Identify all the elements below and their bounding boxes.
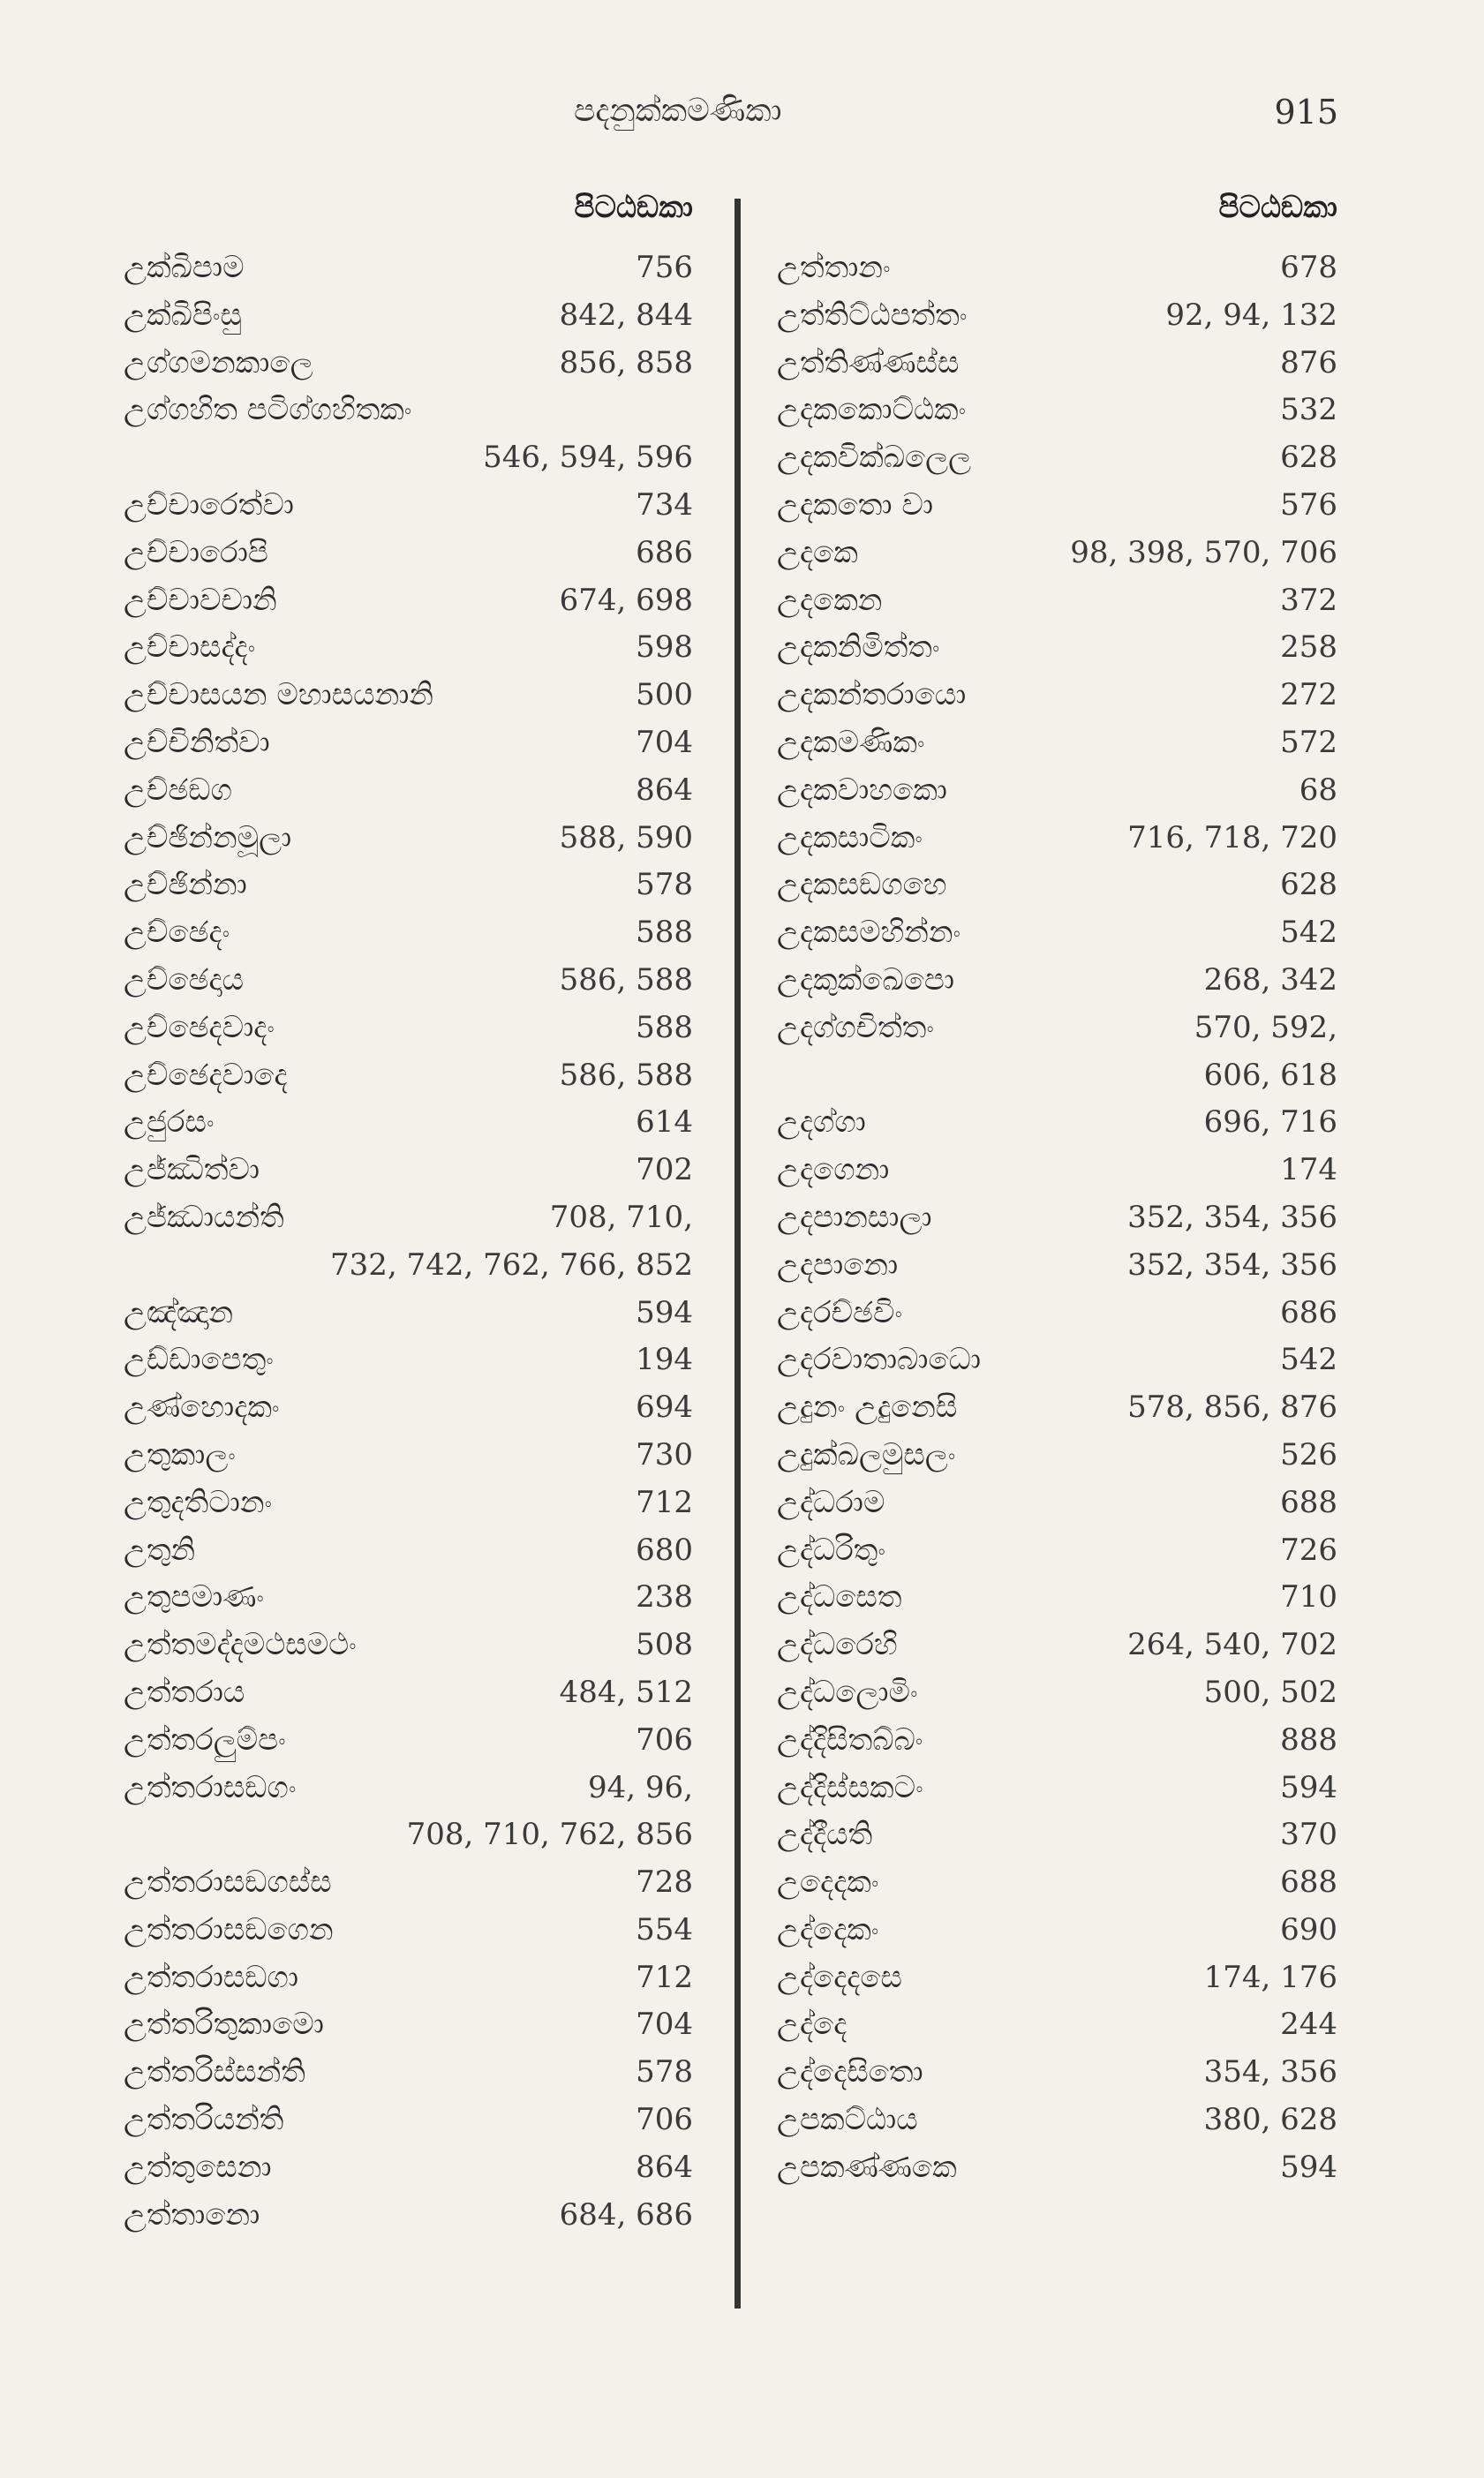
entry-term: උත්තරලුම්පං: [124, 1721, 286, 1758]
index-entry: [777, 1527, 1337, 1575]
entry-term: උත්තරාසඞගා: [124, 1959, 299, 1995]
entry-term: උත්තිට්ඨපත්තං: [777, 297, 968, 333]
index-entry: [124, 2097, 693, 2144]
entry-pages: 92, 94, 132: [1165, 297, 1337, 333]
index-entry: [777, 434, 1337, 482]
index-entry: [124, 1955, 693, 2002]
index-entry: [124, 1765, 693, 1812]
index-entry: [777, 245, 1337, 292]
entry-pages: 546, 594, 596: [483, 440, 693, 476]
entry-pages: 732, 742, 762, 766, 852: [330, 1247, 693, 1283]
entry-pages: 726: [1280, 1532, 1337, 1568]
entry-term: උත්තානො: [124, 2196, 260, 2233]
index-entry: [124, 1052, 693, 1100]
right-entry-list: [777, 245, 1337, 2192]
index-entry: [777, 1907, 1337, 1955]
index-entry: [777, 1384, 1337, 1432]
index-entry: [777, 2001, 1337, 2049]
index-entry: [124, 672, 693, 719]
index-entry: [777, 767, 1337, 815]
index-entry: [777, 1955, 1337, 2002]
index-entry: [777, 719, 1337, 767]
entry-term: උත්තරාසඞගං: [124, 1769, 297, 1805]
index-entry: [124, 387, 693, 434]
entry-pages: 606, 618: [1203, 1057, 1337, 1093]
entry-term: උත්තරියන්ති: [124, 2102, 284, 2138]
index-entry: [124, 2001, 693, 2049]
entry-pages: 238: [636, 1579, 693, 1616]
entry-term: උග්ගහිත පටිග්ගහිතකං: [124, 392, 412, 428]
entry-term: උදකන්තරායො: [777, 677, 967, 713]
entry-term: උච්ඡින්නා: [124, 867, 247, 903]
entry-term: උද්දෙ: [777, 2007, 847, 2043]
index-entry: [777, 387, 1337, 434]
entry-term: උදකෙ: [777, 534, 858, 570]
entry-term: උච්ඡඞග: [124, 772, 232, 808]
left-index-column: [124, 190, 693, 2239]
entry-term: උද්ධරාම: [777, 1484, 885, 1520]
entry-pages: 708, 710,: [549, 1199, 693, 1235]
entry-term: උතුදතිටානං: [124, 1484, 273, 1520]
entry-pages: 674, 698: [559, 582, 693, 618]
index-entry: [777, 1337, 1337, 1384]
entry-term: උච්චිනිත්වා: [124, 724, 270, 760]
entry-term: උදග්ගචිත්තං: [777, 1009, 934, 1045]
entry-pages: 244: [1280, 2007, 1337, 2043]
entry-term: උදපානසාලා: [777, 1199, 932, 1235]
entry-term: උදුනං උදුනෙසි: [777, 1390, 958, 1426]
entry-term: උදග්ගා: [777, 1104, 866, 1141]
entry-pages: 588: [636, 915, 693, 951]
entry-term: උජ්ඣිත්වා: [124, 1152, 260, 1188]
entry-term: උත්තුසෙනා: [124, 2149, 272, 2185]
entry-term: උදුක්ඛලමුසලං: [777, 1436, 956, 1472]
entry-term: උච්චාසද්දං: [124, 629, 256, 666]
entry-term: උදකුක්ඛෙපො: [777, 961, 955, 998]
entry-pages: 380, 628: [1203, 2102, 1337, 2138]
index-entry: [777, 1622, 1337, 1669]
entry-pages: 628: [1280, 867, 1337, 903]
entry-pages: 690: [1280, 1911, 1337, 1947]
index-entry: [777, 1005, 1337, 1052]
index-entry: [124, 292, 693, 340]
index-entry: [124, 1717, 693, 1765]
entry-term: උද්දිස්සකටං: [777, 1769, 923, 1805]
entry-term: උණ්හොදකං: [124, 1390, 280, 1426]
entry-term: උදපානො: [777, 1247, 899, 1283]
entry-term: උදකසමහින්නං: [777, 915, 961, 951]
entry-pages: 708, 710, 762, 856: [406, 1817, 693, 1853]
entry-term: උදකෙන: [777, 582, 883, 618]
entry-term: උදකමණිකං: [777, 724, 925, 760]
index-entry: [777, 292, 1337, 340]
index-entry: [777, 1099, 1337, 1147]
right-column-heading: පිටඨඞකා: [1218, 190, 1337, 225]
entry-pages: 864: [636, 2149, 693, 2185]
entry-pages: 572: [1280, 724, 1337, 760]
entry-term: උද්දිසිතබ්බං: [777, 1721, 923, 1758]
entry-term: උදකවික්ඛලෙල: [777, 440, 972, 476]
entry-term: උද්ධසෙත: [777, 1579, 902, 1616]
entry-term: උත්තරාසඞගස්ස: [124, 1864, 332, 1901]
index-entry: [777, 1717, 1337, 1765]
entry-pages: 352, 354, 356: [1127, 1199, 1337, 1235]
entry-term: උදරච්ඡවිං: [777, 1294, 903, 1330]
index-entry: [777, 1290, 1337, 1337]
entry-pages: 258: [1280, 629, 1337, 666]
entry-term: උත්තිණ්ණස්ස: [777, 344, 960, 380]
entry-pages: 730: [636, 1436, 693, 1472]
index-entry: [777, 530, 1337, 577]
index-entry: [777, 1052, 1337, 1100]
index-entry: [124, 767, 693, 815]
entry-term: උදකවාහකො: [777, 772, 947, 808]
entry-pages: 500, 502: [1203, 1674, 1337, 1710]
entry-pages: 174: [1280, 1152, 1337, 1188]
index-entry: [124, 1005, 693, 1052]
entry-term: උද්ධරෙහි: [777, 1627, 898, 1663]
index-entry: [124, 1337, 693, 1384]
entry-pages: 354, 356: [1203, 2054, 1337, 2090]
index-entry: [124, 577, 693, 625]
entry-pages: 542: [1280, 1342, 1337, 1378]
index-entry: [124, 957, 693, 1005]
index-entry: [124, 1811, 693, 1859]
entry-pages: 876: [1280, 344, 1337, 380]
index-entry: [777, 577, 1337, 625]
entry-pages: 588: [636, 1009, 693, 1045]
entry-term: උඩ්ඩාපෙතුං: [124, 1342, 274, 1378]
left-column-heading: පිටඨඞකා: [574, 190, 693, 225]
index-entry: [124, 719, 693, 767]
index-entry: [777, 1147, 1337, 1194]
entry-pages: 554: [636, 1911, 693, 1947]
entry-pages: 710: [1280, 1579, 1337, 1616]
entry-pages: 888: [1280, 1721, 1337, 1758]
entry-pages: 712: [636, 1959, 693, 1995]
entry-pages: 706: [636, 1721, 693, 1758]
entry-pages: 842, 844: [559, 297, 693, 333]
index-entry: [777, 672, 1337, 719]
entry-pages: 688: [1280, 1864, 1337, 1901]
index-entry: [124, 482, 693, 530]
index-entry: [124, 1099, 693, 1147]
index-entry: [124, 1574, 693, 1622]
entry-term: උදකසාටිකං: [777, 819, 923, 855]
entry-term: උච්චාවචානි: [124, 582, 277, 618]
entry-pages: 706: [636, 2102, 693, 2138]
entry-pages: 702: [636, 1152, 693, 1188]
index-entry: [777, 1859, 1337, 1907]
entry-pages: 678: [1280, 250, 1337, 285]
right-index-column: [777, 190, 1337, 2192]
entry-term: උච්ඡෙදවාදං: [124, 1009, 275, 1045]
entry-pages: 684, 686: [559, 2196, 693, 2233]
entry-pages: 756: [636, 250, 693, 285]
index-entry: [777, 1811, 1337, 1859]
entry-pages: 588, 590: [559, 819, 693, 855]
index-entry: [124, 1527, 693, 1575]
entry-pages: 614: [636, 1104, 693, 1141]
entry-term: උපකණ්ණකෙ: [777, 2149, 957, 2185]
index-entry: [124, 862, 693, 909]
entry-term: උද්දෙකං: [777, 1911, 879, 1947]
entry-term: උතුපමාණං: [124, 1579, 265, 1616]
entry-pages: 594: [636, 1294, 693, 1330]
entry-pages: 594: [1280, 1769, 1337, 1805]
entry-term: උච්ඡෙදං: [124, 915, 230, 951]
entry-pages: 542: [1280, 915, 1337, 951]
entry-term: උජ්ඣායන්ති: [124, 1199, 284, 1235]
entry-pages: 586, 588: [559, 961, 693, 998]
entry-pages: 696, 716: [1203, 1104, 1337, 1141]
entry-pages: 578: [636, 2054, 693, 2090]
entry-pages: 704: [636, 724, 693, 760]
entry-pages: 484, 512: [559, 1674, 693, 1710]
index-entry: [124, 1859, 693, 1907]
index-entry: [777, 909, 1337, 957]
entry-term: උද්දෙදසෙ: [777, 1959, 902, 1995]
index-entry: [124, 1480, 693, 1527]
index-entry: [124, 1242, 693, 1290]
entry-pages: 628: [1280, 440, 1337, 476]
entry-term: උද්දීයති: [777, 1817, 873, 1853]
entry-pages: 532: [1280, 392, 1337, 428]
index-entry: [124, 340, 693, 388]
entry-pages: 68: [1299, 772, 1337, 808]
entry-pages: 578, 856, 876: [1127, 1390, 1337, 1426]
index-entry: [124, 1290, 693, 1337]
running-title: පදනුක්කමණිකා: [574, 93, 782, 129]
index-entry: [777, 1242, 1337, 1290]
entry-term: උච්ඡින්නමූලා: [124, 819, 292, 855]
entry-pages: 864: [636, 772, 693, 808]
entry-term: උච්ඡෙදාය: [124, 961, 245, 998]
index-entry: [777, 815, 1337, 862]
entry-pages: 352, 354, 356: [1127, 1247, 1337, 1283]
entry-pages: 686: [1280, 1294, 1337, 1330]
entry-pages: 686: [636, 534, 693, 570]
entry-pages: 586, 588: [559, 1057, 693, 1093]
entry-pages: 688: [1280, 1484, 1337, 1520]
index-entry: [124, 245, 693, 292]
entry-term: උත්තරිස්සන්ති: [124, 2054, 305, 2090]
page-number: 915: [1274, 93, 1338, 132]
entry-term: උදකනිමිත්තං: [777, 629, 940, 666]
entry-term: උග්ගමනකාලෙ: [124, 344, 313, 380]
entry-pages: 526: [1280, 1436, 1337, 1472]
entry-term: උදකකොට්ඨකං: [777, 392, 967, 428]
entry-pages: 576: [1280, 486, 1337, 523]
entry-term: උපකට්ඨාය: [777, 2102, 918, 2138]
left-entry-list: [124, 245, 693, 2239]
entry-pages: 174, 176: [1203, 1959, 1337, 1995]
index-entry: [124, 2192, 693, 2240]
index-entry: [124, 1669, 693, 1717]
entry-term: උච්චාරොපි: [124, 534, 268, 570]
entry-term: උච්චාරෙත්වා: [124, 486, 294, 523]
entry-pages: 98, 398, 570, 706: [1070, 534, 1337, 570]
entry-term: උදරවාතාබාධො: [777, 1342, 982, 1378]
entry-pages: 712: [636, 1484, 693, 1520]
index-entry: [777, 862, 1337, 909]
entry-term: උද්ධලොමිං: [777, 1674, 918, 1710]
entry-term: උච්චාසයන මහාසයනානි: [124, 677, 434, 713]
entry-pages: 508: [636, 1627, 693, 1663]
index-entry: [124, 2049, 693, 2097]
entry-pages: 716, 718, 720: [1127, 819, 1337, 855]
index-entry: [777, 1480, 1337, 1527]
index-entry: [777, 2144, 1337, 2192]
index-entry: [124, 1432, 693, 1480]
entry-term: උත්තමද්දමථසමථං: [124, 1627, 357, 1663]
entry-pages: 734: [636, 486, 693, 523]
entry-pages: 194: [636, 1342, 693, 1378]
entry-pages: 268, 342: [1203, 961, 1337, 998]
entry-term: උදගෙනා: [777, 1152, 890, 1188]
entry-pages: 728: [636, 1864, 693, 1901]
entry-term: උක්ඛිපිංසු: [124, 297, 242, 333]
entry-pages: 500: [636, 677, 693, 713]
index-entry: [124, 1622, 693, 1669]
entry-pages: 578: [636, 867, 693, 903]
index-entry: [124, 815, 693, 862]
index-entry: [777, 482, 1337, 530]
entry-pages: 264, 540, 702: [1127, 1627, 1337, 1663]
entry-pages: 694: [636, 1390, 693, 1426]
index-entry: [777, 1194, 1337, 1242]
entry-term: උදකතො වා: [777, 486, 934, 523]
entry-term: උද්ධරිතුං: [777, 1532, 886, 1568]
entry-term: උඤ්ඤාන: [124, 1294, 234, 1330]
entry-term: උත්තානං: [777, 250, 891, 285]
entry-term: උතුනි: [124, 1532, 196, 1568]
entry-pages: 94, 96,: [588, 1769, 693, 1805]
page-header: [0, 93, 1484, 146]
entry-pages: 594: [1280, 2149, 1337, 2185]
index-entry: [777, 957, 1337, 1005]
index-entry: [777, 2049, 1337, 2097]
column-divider: [734, 199, 741, 2309]
entry-term: උක්ඛිපාම: [124, 250, 245, 285]
index-entry: [124, 1194, 693, 1242]
entry-pages: 372: [1280, 582, 1337, 618]
entry-pages: 680: [636, 1532, 693, 1568]
index-entry: [777, 2097, 1337, 2144]
index-entry: [777, 1669, 1337, 1717]
entry-term: උද්දෙසිතො: [777, 2054, 923, 2090]
index-entry: [124, 909, 693, 957]
entry-pages: 370: [1280, 1817, 1337, 1853]
entry-term: උතුකාලං: [124, 1436, 236, 1472]
index-entry: [777, 1432, 1337, 1480]
entry-pages: 272: [1280, 677, 1337, 713]
index-entry: [124, 1384, 693, 1432]
entry-term: උච්ඡෙදවාදෙ: [124, 1057, 288, 1093]
entry-pages: 704: [636, 2007, 693, 2043]
index-entry: [777, 1574, 1337, 1622]
entry-term: උත්තරාය: [124, 1674, 245, 1710]
entry-pages: 856, 858: [559, 344, 693, 380]
entry-term: උදෙදකං: [777, 1864, 879, 1901]
entry-term: උදකසඞගහෙ: [777, 867, 947, 903]
entry-term: උත්තරිතුකාමො: [124, 2007, 324, 2043]
index-entry: [777, 340, 1337, 388]
index-entry: [777, 624, 1337, 672]
index-entry: [124, 1147, 693, 1194]
index-entry: [124, 1907, 693, 1955]
index-entry: [124, 2144, 693, 2192]
entry-term: උත්තරාසඞගෙන: [124, 1911, 334, 1947]
entry-pages: 570, 592,: [1194, 1009, 1337, 1045]
index-entry: [124, 434, 693, 482]
entry-pages: 598: [636, 629, 693, 666]
entry-term: උජුරසං: [124, 1104, 215, 1141]
index-entry: [124, 530, 693, 577]
index-entry: [777, 1765, 1337, 1812]
index-entry: [124, 624, 693, 672]
